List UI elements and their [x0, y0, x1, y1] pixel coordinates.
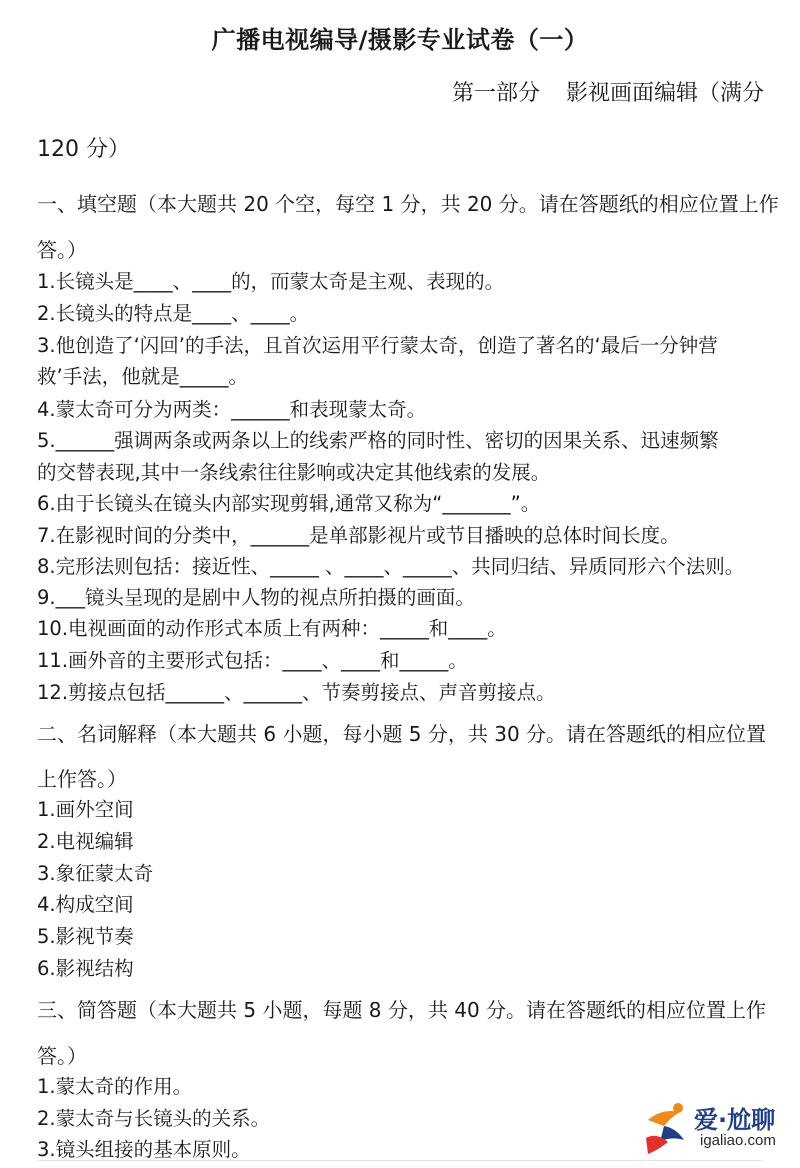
question-line: 8.完形法则包括：接近性、_____ 、____、_____、共同归结、异质同形六个法则。 — [37, 555, 745, 578]
watermark-name: 爱·尬聊 — [694, 1106, 776, 1134]
term-item: 3.象征蒙太奇 — [37, 862, 154, 885]
watermark-url: igaliao.com — [700, 1132, 776, 1149]
term-item: 4.构成空间 — [37, 893, 134, 916]
term-item: 5.影视节奏 — [37, 925, 134, 948]
question-line: 的交替表现,其中一条线索往往影响或决定其他线索的发展。 — [37, 461, 551, 484]
question-line: 6.由于长镜头在镜头内部实现剪辑,通常又称为“_______”。 — [37, 492, 541, 515]
term-item: 6.影视结构 — [37, 957, 134, 980]
part-header — [452, 76, 764, 107]
watermark-logo — [640, 1098, 790, 1160]
term-item: 2.电视编辑 — [37, 830, 134, 853]
question-line: 12.剪接点包括______、______、节奏剪接点、声音剪接点。 — [37, 681, 556, 704]
question-item: 3.镜头组接的基本原则。 — [37, 1138, 251, 1161]
mascot-icon — [640, 1098, 694, 1158]
section3-heading-cont: 答。） — [37, 1044, 87, 1068]
section1-heading-cont: 答。） — [37, 238, 87, 262]
section1-heading: 一、填空题（本大题共 20 个空，每空 1 分，共 20 分。请在答题纸的相应位置上作 — [37, 192, 779, 216]
question-line: 7.在影视时间的分类中，______是单部影视片或节目播映的总体时间长度。 — [37, 524, 680, 547]
question-line: 1.长镜头是____、____的，而蒙太奇是主观、表现的。 — [37, 270, 505, 293]
question-line: 9.___镜头呈现的是剧中人物的视点所拍摄的画面。 — [37, 586, 475, 609]
question-line: 4.蒙太奇可分为两类：______和表现蒙太奇。 — [37, 398, 427, 421]
part-name: 影视画面编辑（满分 — [565, 81, 764, 106]
question-line: 5.______强调两条或两条以上的线索严格的同时性、密切的因果关系、迅速频繁 — [37, 429, 719, 452]
term-item: 1.画外空间 — [37, 798, 134, 821]
part-header-continuation: 120 分） — [37, 137, 130, 162]
part-label: 第一部分 — [451, 81, 540, 106]
question-item: 1.蒙太奇的作用。 — [37, 1075, 193, 1098]
question-item: 2.蒙太奇与长镜头的关系。 — [37, 1107, 271, 1130]
question-line: 10.电视画面的动作形式本质上有两种：_____和____。 — [37, 617, 507, 640]
question-line: 3.他创造了‘闪回’的手法，且首次运用平行蒙太奇，创造了著名的‘最后一分钟营 — [37, 334, 718, 357]
question-line: 救’手法，他就是_____。 — [37, 365, 248, 388]
question-line: 11.画外音的主要形式包括：____、____和_____。 — [37, 649, 468, 672]
exam-title: 广播电视编导/摄影专业试卷（一） — [211, 26, 589, 54]
question-line: 2.长镜头的特点是____、____。 — [37, 302, 310, 325]
section2-heading-cont: 上作答。） — [37, 767, 127, 791]
section2-heading: 二、名词解释（本大题共 6 小题，每小题 5 分，共 30 分。请在答题纸的相应位置 — [37, 722, 767, 746]
section3-heading: 三、简答题（本大题共 5 小题，每题 8 分，共 40 分。请在答题纸的相应位置上作 — [37, 998, 767, 1022]
